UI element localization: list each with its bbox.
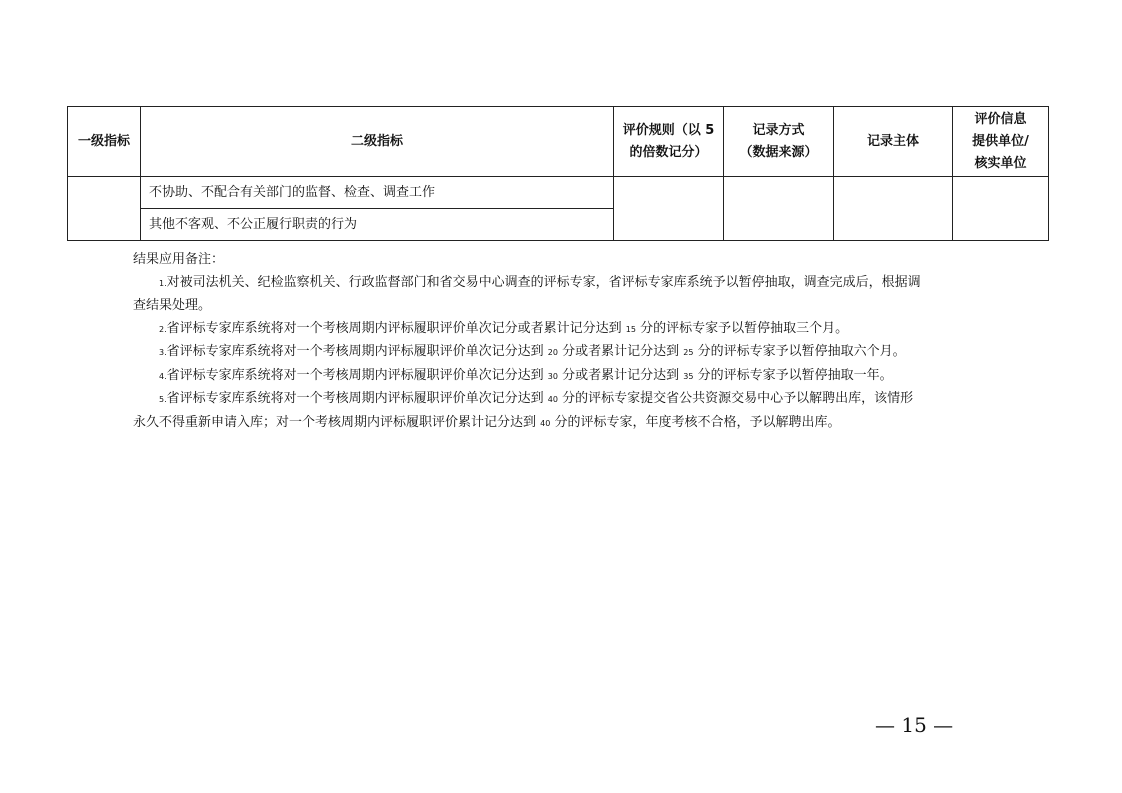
first-level-cell	[68, 177, 141, 241]
page-number: — 15 —	[875, 713, 954, 737]
note-item: 3.省评标专家库系统将对一个考核周期内评标履职评价单次记分达到 20 分或者累计记分达到 25 分的评标专家予以暂停抽取六个月。	[159, 344, 906, 359]
note-item: 5.省评标专家库系统将对一个考核周期内评标履职评价单次记分达到 40 分的评标专家提交省公共资源交易中心予以解聘出库，该情形	[159, 391, 914, 406]
table-header-row	[68, 107, 1049, 177]
notes-title: 结果应用备注：	[133, 252, 225, 267]
note-item: 2.省评标专家库系统将对一个考核周期内评标履职评价单次记分或者累计记分达到 15 分的评标专家予以暂停抽取三个月。	[159, 320, 849, 336]
table-row	[68, 177, 1049, 209]
record-subject-cell	[834, 177, 953, 241]
second-level-cell: 其他不客观、不公正履行职责的行为	[141, 209, 614, 241]
header-record-subject: 记录主体	[834, 107, 953, 177]
record-method-cell	[724, 177, 834, 241]
second-level-cell: 不协助、不配合有关部门的监督、检查、调查工作	[141, 177, 614, 209]
evaluation-table	[67, 106, 1049, 241]
note-item: 1.对被司法机关、纪检监察机关、行政监督部门和省交易中心调查的评标专家，省评标专家库系统予以暂停抽取，调查完成后，根据调	[159, 274, 921, 290]
header-second-level-indicator: 二级指标	[141, 107, 614, 177]
header-info-provider: 评价信息 提供单位/ 核实单位	[953, 107, 1049, 177]
header-first-level-indicator: 一级指标	[68, 107, 141, 177]
info-provider-cell	[953, 177, 1049, 241]
header-evaluation-rule: 评价规则（以 5 的倍数记分）	[614, 107, 724, 177]
result-notes	[133, 249, 993, 435]
header-record-method: 记录方式 （数据来源）	[724, 107, 834, 177]
rule-cell	[614, 177, 724, 241]
note-item: 4.省评标专家库系统将对一个考核周期内评标履职评价单次记分达到 30 分或者累计记分达到 35 分的评标专家予以暂停抽取一年。	[159, 367, 893, 383]
note-item-continuation: 永久不得重新申请入库；对一个考核周期内评标履职评价累计记分达到 40 分的评标专家，年度考核不合格，予以解聘出库。	[133, 414, 841, 430]
note-item-continuation: 查结果处理。	[133, 298, 212, 313]
